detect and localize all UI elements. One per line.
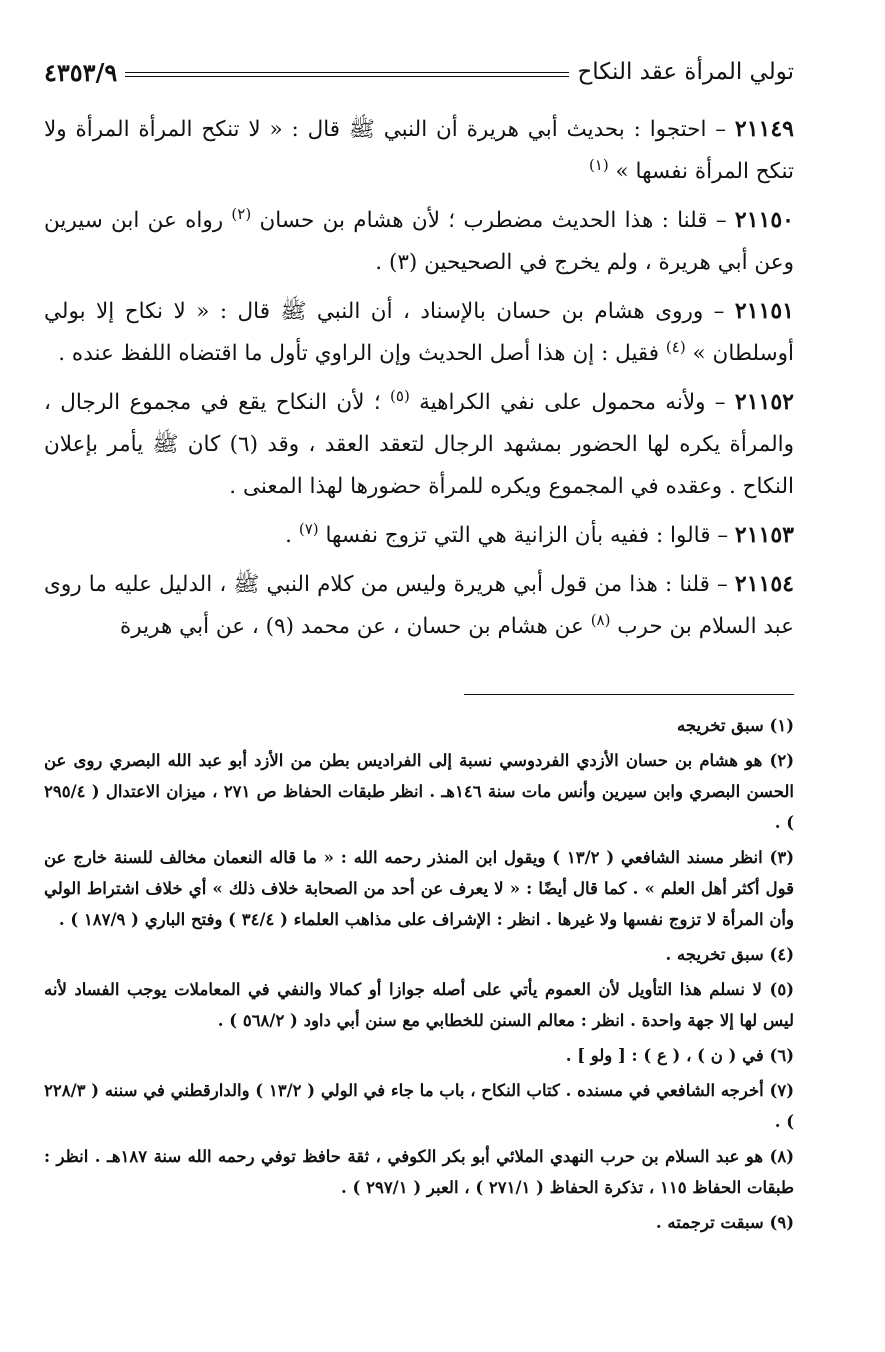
paragraph-text: – قلنا : هذا من قول أبي هريرة وليس من كلام النبي ﷺ ، الدليل عليه ما روى عبد السلام بن حرب — [44, 572, 794, 639]
paragraph-number: ٢١١٥٠ — [734, 207, 794, 233]
paragraph-text: – قالوا : ففيه بأن الزانية هي التي تزوج نفسها — [318, 523, 735, 548]
footnote-ref: (٤) — [665, 337, 686, 356]
paragraph-text: – ولأنه محمول على نفي الكراهية — [409, 390, 735, 415]
paragraph-tail: فقيل : إن هذا أصل الحديث وإن الراوي تأول ما اقتضاه اللفظ عنده . — [58, 341, 666, 366]
footnote: (٦) في ( ن ) ، ( ع ) : [ ولو ] . — [565, 1046, 794, 1065]
paragraph-number: ٢١١٥٣ — [734, 522, 794, 548]
paragraph-number: ٢١١٥١ — [734, 298, 794, 324]
running-title: تولي المرأة عقد النكاح — [577, 59, 794, 85]
header-rule — [125, 72, 569, 77]
footnote-ref: (٥) — [390, 386, 410, 405]
paragraph-number: ٢١١٥٤ — [734, 571, 794, 597]
footnotes — [44, 710, 794, 1242]
footnote: (٢) هو هشام بن حسان الأزدي الفردوسي نسبة إلى الفراديس بطن من الأزد أبو عبد الله البصري روى عن الحسن البصري وابن سيرين وأنس مات سنة ١٤٦هـ . انظر طبقات الحفاظ ص ٢٧١ ، ميزان الاعتدال ( ٢٩٥/٤ ) . — [44, 751, 794, 832]
paragraph — [44, 381, 794, 508]
footnote-ref: (١) — [588, 155, 609, 174]
footnote-ref: (٢) — [231, 204, 252, 223]
paragraph-text: – احتجوا : بحديث أبي هريرة أن النبي ﷺ قال : « لا تنكح المرأة المرأة ولا تنكح المرأة نفسها » — [44, 117, 794, 184]
book-page — [44, 50, 794, 1350]
paragraph — [44, 563, 794, 648]
paragraph — [44, 199, 794, 284]
paragraph-tail: ؛ لأن النكاح يقع في مجموع الرجال ، والمرأة يكره لها الحضور بمشهد الرجال لتعقد العقد ، وقد (٦) كان ﷺ يأمر بإعلان النكاح . وعقده في المجموع ويكره للمرأة حضورها لهذا المعنى . — [44, 390, 794, 499]
footnote: (٥) لا نسلم هذا التأويل لأن العموم يأتي على أصله جوازا أو كمالا والنفي في المعاملات يوجب الفساد لأنه ليس لها إلا جهة واحدة . انظر : معالم السنن للخطابي مع سنن أبي داود ( ٥٦٨/٢ ) . — [44, 980, 794, 1030]
footnote: (٩) سبقت ترجمته . — [655, 1213, 794, 1232]
footnote: (٨) هو عبد السلام بن حرب النهدي الملائي أبو بكر الكوفي ، ثقة حافظ توفي رحمه الله سنة ١٨٧هـ . انظر : طبقات الحفاظ ١١٥ ، تذكرة الحفاظ ( ٢٧١/١ ) ، العبر ( ٢٩٧/١ ) . — [44, 1147, 795, 1197]
paragraph-tail: . — [285, 523, 299, 548]
footnote: (٤) سبق تخريجه . — [665, 945, 794, 964]
paragraph — [44, 514, 794, 557]
footnote-ref: (٨) — [590, 610, 611, 629]
paragraph-text: – وروى هشام بن حسان بالإسناد ، أن النبي ﷺ قال : « لا نكاح إلا بولي أوسلطان » — [44, 299, 794, 366]
footnote-separator — [464, 694, 794, 695]
running-header — [44, 50, 794, 94]
paragraph-tail: رواه عن ابن سيرين وعن أبي هريرة ، ولم يخرج في الصحيحين (٣) . — [44, 208, 794, 275]
footnote: (٣) انظر مسند الشافعي ( ١٣/٢ ) ويقول ابن المنذر رحمه الله : « ما قاله النعمان مخالف للسنة خارج عن قول أكثر أهل العلم » . كما قال أيضًا : « لا يعرف عن أحد من الصحابة خلاف ذلك » أي خلاف اشتراط الولي وأن المرأة لا تزوج نفسها ولا غيرها . انظر : الإشراف على مذاهب العلماء ( ٣٤/٤ ) وفتح الباري ( ١٨٧/٩ ) . — [44, 848, 794, 929]
paragraph-number: ٢١١٥٢ — [734, 389, 794, 415]
footnote-ref: (٧) — [298, 519, 319, 538]
paragraph — [44, 290, 794, 375]
paragraph — [44, 108, 794, 193]
paragraph-text: – قلنا : هذا الحديث مضطرب ؛ لأن هشام بن حسان — [251, 208, 735, 233]
paragraph-number: ٢١١٤٩ — [734, 116, 794, 142]
page-number: ٤٣٥٣/٩ — [44, 57, 118, 87]
footnote: (٧) أخرجه الشافعي في مسنده . كتاب النكاح ، باب ما جاء في الولي ( ١٣/٢ ) والدارقطني في سننه ( ٢٢٨/٣ ) . — [44, 1081, 795, 1131]
paragraph-tail: عن هشام بن حسان ، عن محمد (٩) ، عن أبي هريرة — [120, 614, 591, 639]
footnote: (١) سبق تخريجه — [677, 716, 794, 735]
main-text — [44, 108, 794, 654]
